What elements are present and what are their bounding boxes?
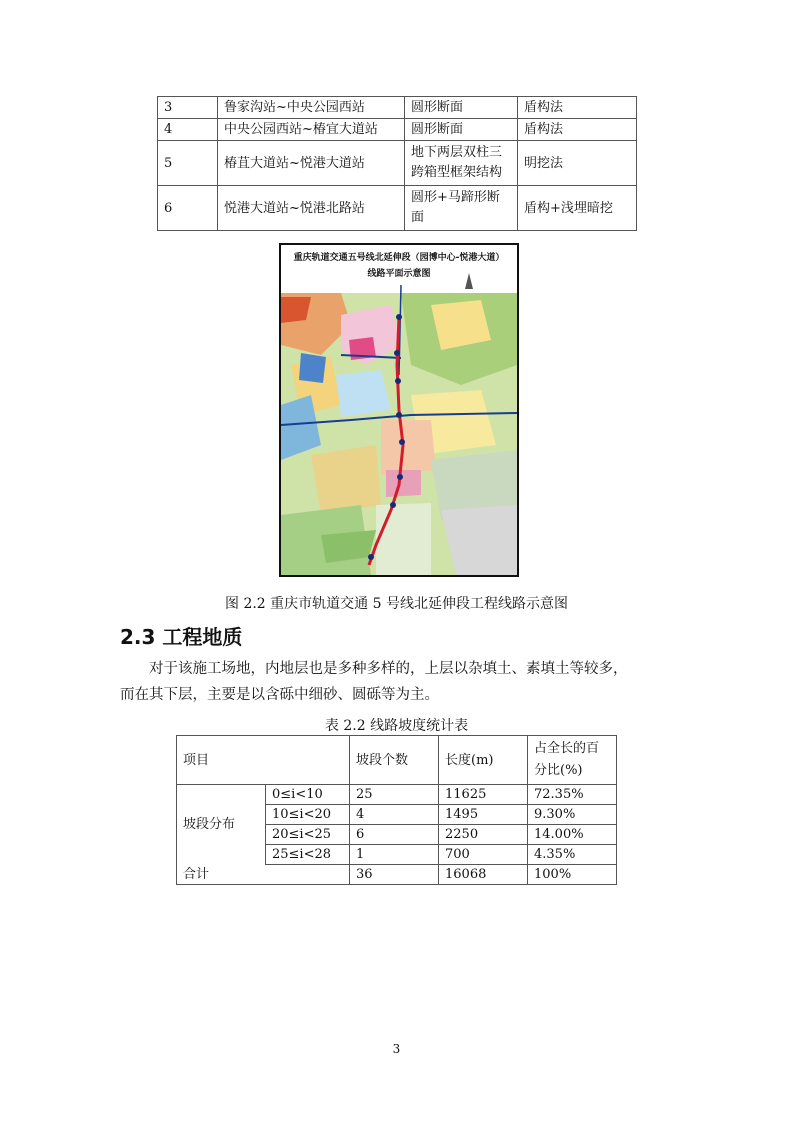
metro-line-map — [279, 243, 519, 577]
table-row: 25≤i<28 1 700 4.35% — [177, 845, 617, 865]
construction-method-table — [157, 96, 637, 231]
table-row: 3 鲁家沟站~中央公园西站 圆形断面 盾构法 — [158, 97, 637, 119]
grade-statistics-table — [176, 735, 617, 885]
table-caption: 表 2.2 线路坡度统计表 — [324, 718, 469, 734]
figure-caption: 图 2.2 重庆市轨道交通 5 号线北延伸段工程线路示意图 — [225, 596, 568, 612]
paragraph-line-2: 而在其下层，主要是以含砾中细砂、圆砾等为主。 — [120, 687, 439, 703]
table-header-row: 项目 坡段个数 长度(m) 占全长的百分比(%) — [177, 736, 617, 785]
table-row: 10≤i<20 4 1495 9.30% — [177, 805, 617, 825]
table-row: 5 椿苴大道站~悦港大道站 地下两层双柱三跨箱型框架结构 明挖法 — [158, 141, 637, 186]
table-total-row: 合计 36 16068 100% — [177, 865, 617, 885]
map-title: 重庆轨道交通五号线北延伸段（园博中心-悦港大道） — [293, 253, 505, 263]
page-number: 3 — [392, 1042, 401, 1056]
section-heading: 2.3 工程地质 — [120, 625, 243, 649]
map-graphic — [281, 245, 517, 575]
table-row: 4 中央公园西站~椿宜大道站 圆形断面 盾构法 — [158, 119, 637, 141]
map-subtitle: 线路平面示意图 — [367, 269, 431, 279]
table-row: 坡段分布 0≤i<10 25 11625 72.35% — [177, 785, 617, 805]
table-row: 20≤i<25 6 2250 14.00% — [177, 825, 617, 845]
paragraph-line-1: 对于该施工场地，内地层也是多种多样的，上层以杂填土、素填土等较多， — [149, 661, 628, 677]
table-row: 6 悦港大道站~悦港北路站 圆形+马蹄形断面 盾构+浅埋暗挖 — [158, 186, 637, 231]
